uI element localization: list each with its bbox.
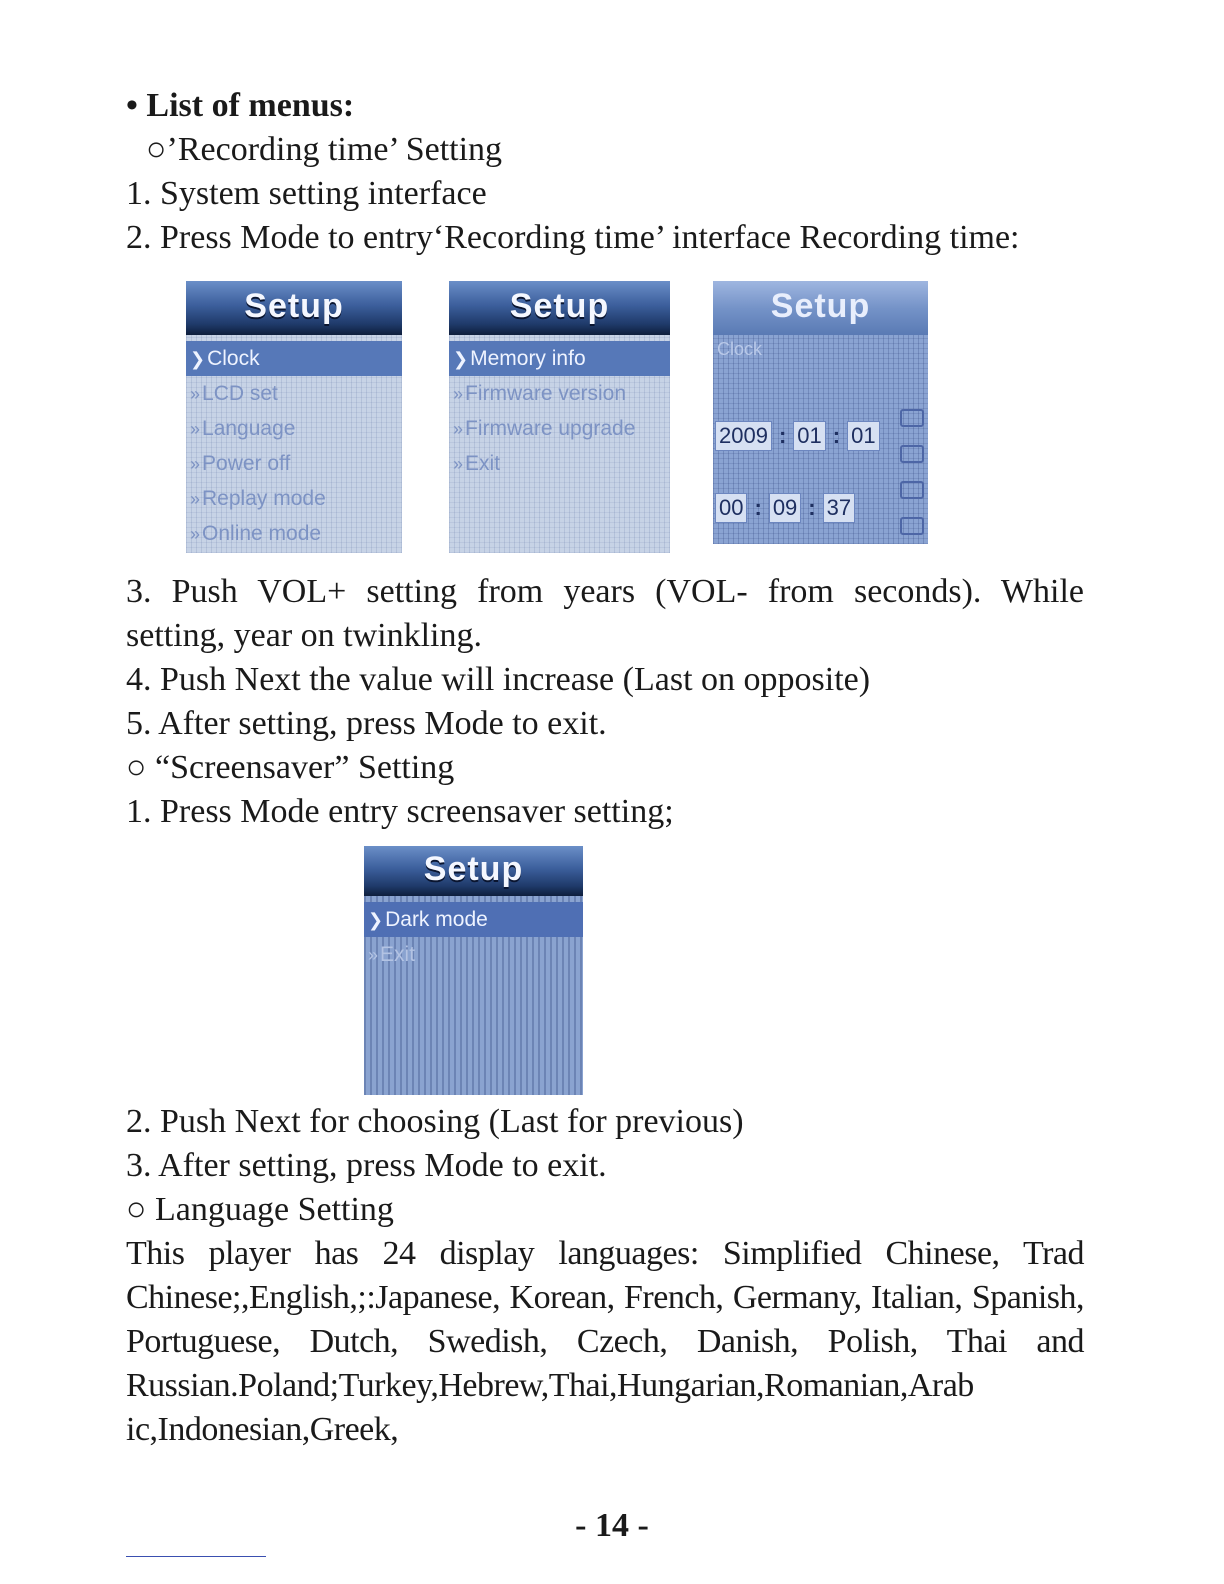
separator: : [778, 423, 787, 448]
battery-icon [900, 517, 924, 535]
menu-list [186, 335, 402, 551]
recording-step-4: 4. Push Next the value will increase (Last on opposite) [126, 661, 871, 698]
chevron-icon: ❯ [368, 910, 384, 930]
battery-icon [900, 445, 924, 463]
recording-step-2: 2. Press Mode to entry‘Recording time’ interface Recording time: [126, 219, 1020, 256]
double-chevron-icon: » [453, 454, 464, 474]
menu-list [364, 896, 583, 972]
screen-title: Setup [364, 846, 583, 896]
recording-step-1: 1. System setting interface [126, 175, 487, 212]
time-row [715, 493, 855, 523]
menu-item-exit[interactable]: »Exit [368, 943, 416, 966]
screensaver-screen [364, 846, 583, 1095]
language-title: ○ Language Setting [126, 1191, 394, 1228]
menu-item-exit[interactable]: »Exit [453, 452, 501, 475]
setup-screen-2 [449, 281, 670, 553]
screen-title: Setup [449, 281, 670, 335]
double-chevron-icon: » [190, 454, 201, 474]
separator: : [832, 423, 841, 448]
list-of-menus-heading: • List of menus: [126, 87, 355, 124]
double-chevron-icon: » [368, 945, 379, 965]
double-chevron-icon: » [453, 419, 464, 439]
hour-field[interactable]: 00 [715, 493, 747, 523]
screensaver-step-1: 1. Press Mode entry screensaver setting; [126, 793, 674, 830]
recording-step-3: 3. Push VOL+ setting from years (VOL- from seconds). While setting, year on twinkling. [126, 573, 1084, 654]
menu-item-lcd-set[interactable]: »LCD set [190, 382, 278, 405]
menu-item-replay-mode[interactable]: »Replay mode [190, 487, 326, 510]
minute-field[interactable]: 09 [769, 493, 801, 523]
month-field[interactable]: 01 [793, 421, 825, 451]
page-number: - 14 - [575, 1507, 649, 1544]
setup-screen-1 [186, 281, 402, 553]
screensaver-title: ○ “Screensaver” Setting [126, 749, 455, 786]
screensaver-step-2: 2. Push Next for choosing (Last for previous) [126, 1103, 744, 1140]
screen-title: Setup [186, 281, 402, 335]
menu-item-dark-mode[interactable]: ❯Dark mode [364, 902, 583, 937]
chevron-icon: ❯ [453, 349, 469, 369]
date-row [715, 421, 880, 451]
day-field[interactable]: 01 [847, 421, 879, 451]
menu-item-firmware-version[interactable]: »Firmware version [453, 382, 627, 405]
recording-step-5: 5. After setting, press Mode to exit. [126, 705, 607, 742]
double-chevron-icon: » [190, 419, 201, 439]
screen-title: Setup [713, 281, 928, 335]
separator: : [808, 495, 816, 520]
menu-item-power-off[interactable]: »Power off [190, 452, 291, 475]
clock-screen [713, 281, 928, 544]
clock-label: Clock [717, 339, 763, 359]
year-field[interactable]: 2009 [715, 421, 772, 451]
menu-item-firmware-upgrade[interactable]: »Firmware upgrade [453, 417, 636, 440]
footer-rule [126, 1556, 266, 1557]
menu-item-language[interactable]: »Language [190, 417, 296, 440]
battery-icon [900, 409, 924, 427]
menu-list [449, 335, 670, 481]
recording-time-title: ○’Recording time’ Setting [146, 131, 503, 168]
chevron-icon: ❯ [190, 349, 206, 369]
separator: : [754, 495, 762, 520]
second-field[interactable]: 37 [823, 493, 855, 523]
screensaver-step-3: 3. After setting, press Mode to exit. [126, 1147, 607, 1184]
language-body: This player has 24 display languages: Simplified Chinese, Trad Chinese;,English,;:Japanese, Korean, French, Germany, Italian, Spanish, Portuguese, Dutch, Swedish, Czech, Danish, Polish, Thai and Russian.Poland;Turkey,Hebrew,Thai,Hungarian,Romanian,Arab ic,Indonesian,Greek, [126, 1235, 1084, 1448]
double-chevron-icon: » [453, 384, 464, 404]
double-chevron-icon: » [190, 524, 201, 544]
menu-item-online-mode[interactable]: »Online mode [190, 522, 322, 545]
menu-item-clock[interactable]: ❯Clock [186, 341, 402, 376]
menu-item-memory-info[interactable]: ❯Memory info [449, 341, 670, 376]
double-chevron-icon: » [190, 384, 201, 404]
double-chevron-icon: » [190, 489, 201, 509]
battery-icon [900, 481, 924, 499]
